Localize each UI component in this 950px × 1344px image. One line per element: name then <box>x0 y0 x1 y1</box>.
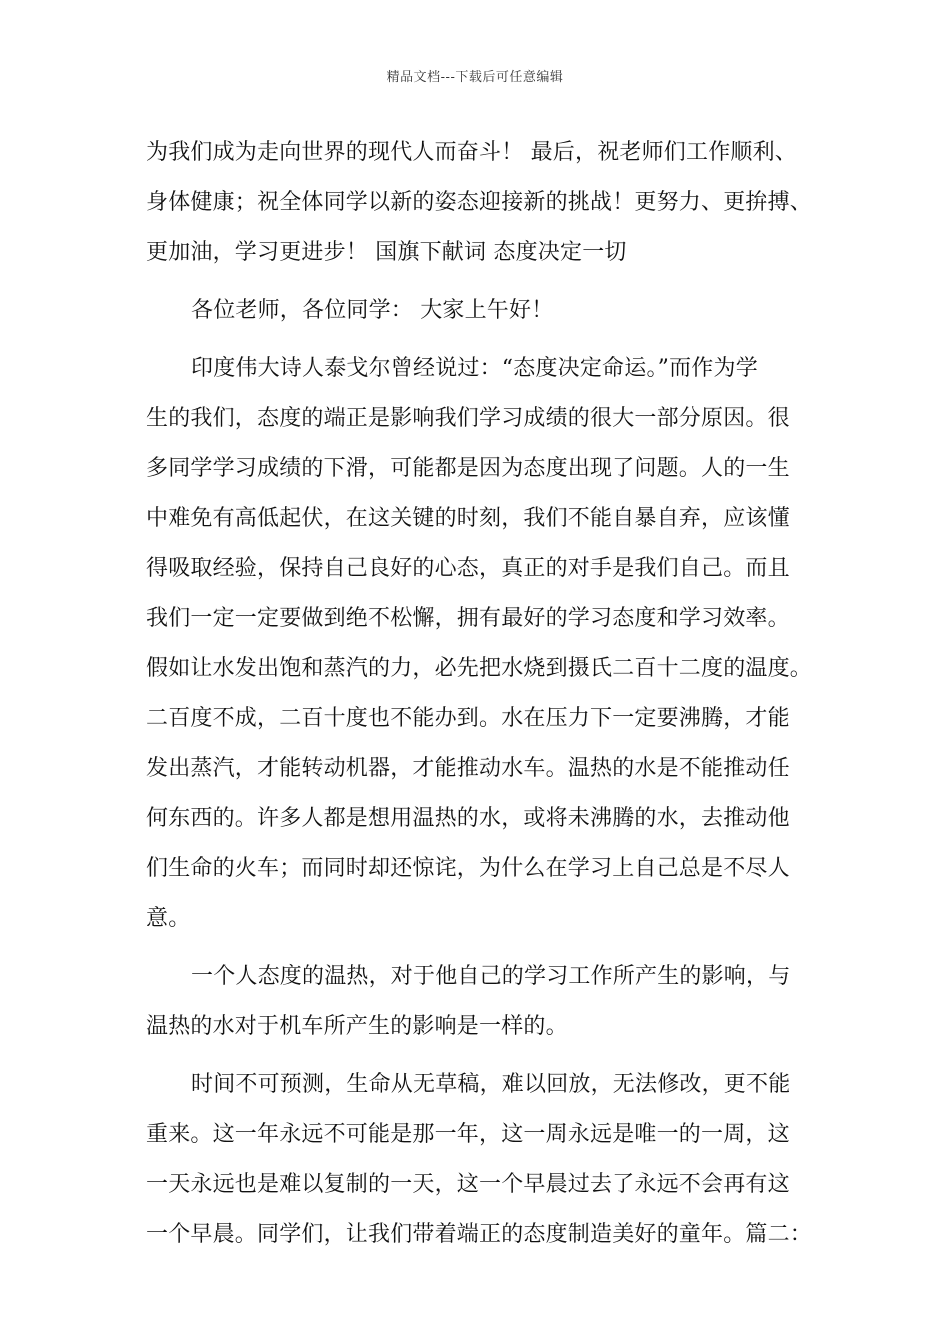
text-line: 发出蒸汽，才能转动机器，才能推动水车。温热的水是不能推动任 <box>146 756 790 781</box>
text-line: 一天永远也是难以复制的一天，这一个早晨过去了永远不会再有这 <box>146 1172 790 1197</box>
text-line: 假如让水发出饱和蒸汽的力，必先把水烧到摄氏二百十二度的温度。 <box>146 656 813 681</box>
text-line: 时间不可预测，生命从无草稿，难以回放，无法修改，更不能 <box>191 1072 791 1097</box>
text-line: 意。 <box>146 906 191 931</box>
text-line: 一个人态度的温热，对于他自己的学习工作所产生的影响，与 <box>191 964 791 989</box>
document-body <box>146 128 822 1260</box>
text-line: 为我们成为走向世界的现代人而奋斗！ 最后，祝老师们工作顺利、 <box>146 140 797 165</box>
text-line: 得吸取经验，保持自己良好的心态，真正的对手是我们自己。而且 <box>146 556 790 581</box>
text-line: 一个早晨。同学们，让我们带着端正的态度制造美好的童年。篇二： <box>146 1222 813 1247</box>
text-line: 多同学学习成绩的下滑，可能都是因为态度出现了问题。人的一生 <box>146 456 790 481</box>
text-line: 更加油，学习更进步！ 国旗下献词 态度决定一切 <box>146 240 627 265</box>
text-line: 印度伟大诗人泰戈尔曾经说过：“态度决定命运。”而作为学 <box>191 356 758 381</box>
text-line: 们生命的火车；而同时却还惊诧，为什么在学习上自己总是不尽人 <box>146 856 790 881</box>
text-line: 身体健康；祝全体同学以新的姿态迎接新的挑战！更努力、更拚搏、 <box>146 190 813 215</box>
greeting-paragraph: 各位老师，各位同学： 大家上午好！ <box>191 298 554 323</box>
text-line: 重来。这一年永远不可能是那一年，这一周永远是唯一的一周，这 <box>146 1122 790 1147</box>
text-line: 何东西的。许多人都是想用温热的水，或将未沸腾的水，去推动他 <box>146 806 790 831</box>
text-line: 我们一定一定要做到绝不松懈，拥有最好的学习态度和学习效率。 <box>146 606 790 631</box>
text-line: 二百度不成，二百十度也不能办到。水在压力下一定要沸腾，才能 <box>146 706 790 731</box>
text-line: 中难免有高低起伏，在这关键的时刻，我们不能自暴自弃，应该懂 <box>146 506 790 531</box>
page-header: 精品文档---下载后可任意编辑 <box>386 70 564 85</box>
text-line: 温热的水对于机车所产生的影响是一样的。 <box>146 1014 568 1039</box>
text-line: 生的我们，态度的端正是影响我们学习成绩的很大一部分原因。很 <box>146 406 790 431</box>
